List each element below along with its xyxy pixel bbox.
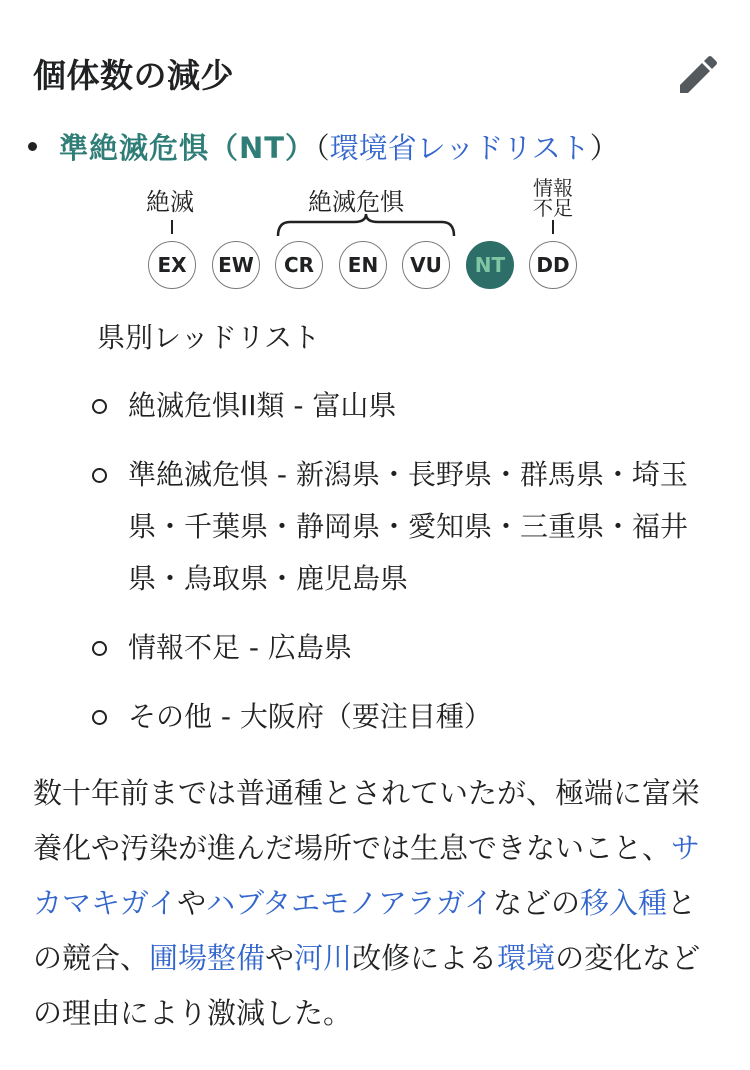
paragraph-text: や xyxy=(177,886,207,920)
list-item xyxy=(92,691,712,743)
prefectural-list xyxy=(92,380,712,760)
label-data-deficient: 情報不足 xyxy=(533,176,573,220)
paragraph-text: などの xyxy=(492,886,580,920)
list-item-text: 情報不足 - 広島県 xyxy=(128,631,352,664)
paragraph-text: 数十年前までは普通種とされていたが、極端に富栄養化や汚染が進んだ場所では生息できないこと、 xyxy=(33,776,701,865)
paragraph-text: 改修による xyxy=(352,941,498,975)
status-cr[interactable]: CR xyxy=(275,241,323,289)
status-en[interactable]: EN xyxy=(339,241,387,289)
red-list-link[interactable]: 環境省レッドリスト xyxy=(329,131,590,165)
label-threatened: 絶滅危惧 xyxy=(308,188,404,216)
circle-bullet xyxy=(92,641,107,656)
link-introduced-species[interactable]: 移入種 xyxy=(579,886,667,920)
list-item-text: 準絶滅危惧 - 新潟県・長野県・群馬県・埼玉県・千葉県・静岡県・愛知県・三重県・福井県・鳥取県・鹿児島県 xyxy=(128,458,689,595)
link-habutaemonoaragai[interactable]: ハブタエモノアラガイ xyxy=(206,886,493,920)
status-nt-active[interactable]: NT xyxy=(466,241,514,289)
link-river[interactable]: 河川 xyxy=(294,941,353,975)
circle-bullet xyxy=(92,468,107,483)
section-title: 個体数の減少 xyxy=(33,56,234,95)
link-field-consolidation[interactable]: 圃場整備 xyxy=(149,941,266,975)
threatened-brace xyxy=(276,212,456,238)
list-item xyxy=(92,622,712,674)
paren-open: （ xyxy=(315,131,330,165)
status-dd[interactable]: DD xyxy=(529,241,577,289)
decline-paragraph xyxy=(33,766,713,1041)
pencil-icon[interactable] xyxy=(676,55,718,97)
status-ex[interactable]: EX xyxy=(148,241,196,289)
tick-data-deficient xyxy=(552,220,554,234)
link-environment[interactable]: 環境 xyxy=(497,941,556,975)
status-vu[interactable]: VU xyxy=(402,241,450,289)
iucn-status-scale xyxy=(146,178,586,298)
conservation-status-item xyxy=(28,126,619,167)
list-item xyxy=(92,449,712,605)
link-sakamakigai[interactable]: サカマキガイ xyxy=(33,831,701,920)
paragraph-text: の変化などの理由により激減した。 xyxy=(33,941,701,1030)
paragraph-text: との競合、 xyxy=(33,886,697,975)
list-item xyxy=(92,380,712,432)
tick-extinct xyxy=(171,220,173,234)
bullet-dot xyxy=(28,142,37,151)
label-extinct: 絶滅 xyxy=(146,188,194,216)
prefectural-red-list-title: 県別レッドリスト xyxy=(97,321,321,354)
circle-bullet xyxy=(92,399,107,414)
circle-bullet xyxy=(92,710,107,725)
paren-close: ） xyxy=(589,131,619,165)
status-ew[interactable]: EW xyxy=(212,241,260,289)
paragraph-text: や xyxy=(265,941,295,975)
list-item-text: その他 - 大阪府（要注目種） xyxy=(128,700,492,733)
list-item-text: 絶滅危惧II類 - 富山県 xyxy=(128,389,397,422)
status-name: 準絶滅危惧（NT） xyxy=(59,131,316,165)
